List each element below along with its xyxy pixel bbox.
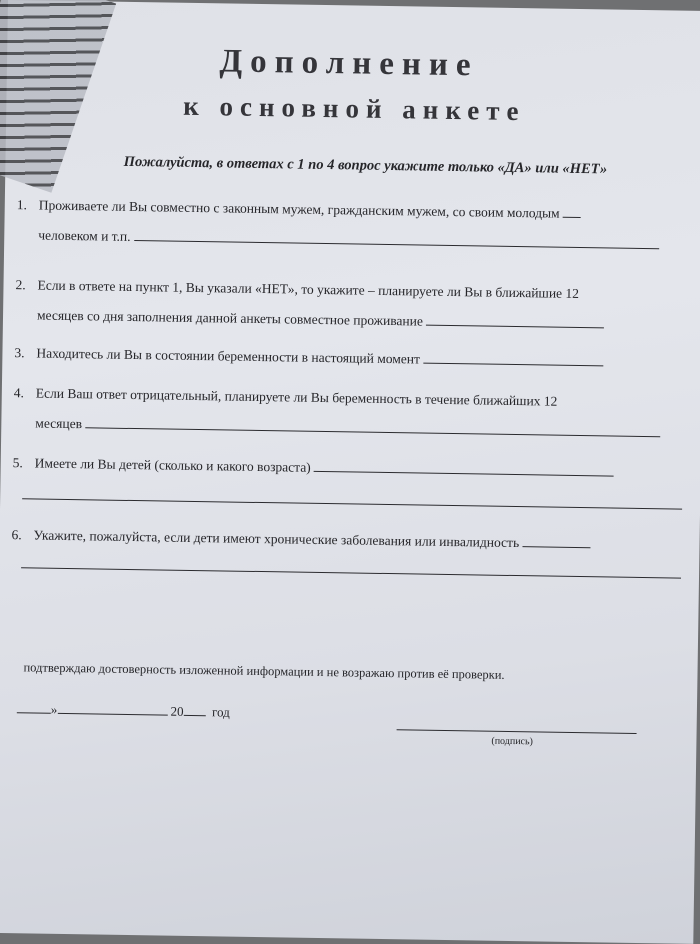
question-text-continued: месяцев xyxy=(35,415,83,432)
question-3 xyxy=(14,338,679,378)
question-2 xyxy=(15,270,681,340)
answer-line[interactable] xyxy=(134,228,659,249)
year-prefix: 20 xyxy=(170,703,184,719)
question-number: 1. xyxy=(16,197,28,213)
question-number: 2. xyxy=(15,277,26,293)
question-text: Проживаете ли Вы совместно с законным мужем, гражданским мужем, со своим молодым xyxy=(38,197,560,221)
year-word: год xyxy=(211,704,230,720)
signature-label: (подпись) xyxy=(491,735,534,748)
question-text: Если в ответе на пункт 1, Вы указали «НЕТ», то укажите – планируете ли Вы в ближайшие 12 xyxy=(37,277,580,302)
question-number: 4. xyxy=(13,385,25,401)
page-title: Дополнение xyxy=(219,43,479,84)
answer-line-extra[interactable] xyxy=(22,498,682,509)
answer-line[interactable] xyxy=(314,459,614,477)
question-5 xyxy=(12,448,677,488)
answer-line[interactable] xyxy=(85,415,660,437)
question-4 xyxy=(13,378,679,448)
question-1 xyxy=(16,190,682,260)
answer-line[interactable] xyxy=(522,534,590,548)
question-text: Имеете ли Вы детей (сколько и какого возраста) xyxy=(34,455,311,475)
question-number: 3. xyxy=(14,345,25,361)
answer-line[interactable] xyxy=(426,313,604,329)
answer-line[interactable] xyxy=(423,351,603,367)
answer-line-extra[interactable] xyxy=(21,567,681,578)
date-field xyxy=(17,700,230,720)
answer-line[interactable] xyxy=(563,205,581,218)
signature-line[interactable] xyxy=(397,719,637,734)
question-number: 5. xyxy=(12,455,23,471)
page-subtitle: к основной анкете xyxy=(182,90,526,127)
question-text: Находитесь ли Вы в состоянии беременности в настоящий момент xyxy=(36,345,421,367)
month-line[interactable] xyxy=(57,701,167,716)
question-text-continued: месяцев со дня заполнения данной анкеты совместное проживание xyxy=(36,307,424,329)
question-6 xyxy=(11,520,676,560)
question-text-continued: человеком и т.п. xyxy=(38,227,131,244)
date-quote: » xyxy=(50,701,58,717)
year-line[interactable] xyxy=(184,703,206,716)
instruction-text: Пожалуйста, в ответах с 1 по 4 вопрос укажите только «ДА» или «НЕТ» xyxy=(123,153,608,178)
confirmation-text: подтверждаю достоверность изложенной информации и не возражаю против её проверки. xyxy=(23,660,505,682)
day-line[interactable] xyxy=(17,700,51,714)
question-text: Укажите, пожалуйста, если дети имеют хронические заболевания или инвалидность xyxy=(33,527,520,551)
question-number: 6. xyxy=(11,527,22,543)
question-text: Если Ваш ответ отрицательный, планируете ли Вы беременность в течение ближайших 12 xyxy=(35,385,558,409)
